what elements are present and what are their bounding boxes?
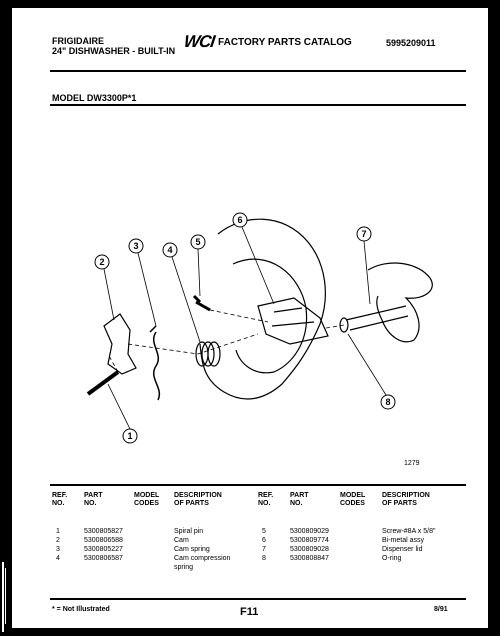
door-inner-curve bbox=[233, 259, 307, 373]
revision-date: 8/91 bbox=[434, 606, 448, 613]
part-number: 5300809774 bbox=[290, 537, 329, 544]
table-divider-top bbox=[50, 484, 466, 486]
scan-edge-barcode bbox=[0, 562, 10, 632]
part-number: 5300808847 bbox=[290, 555, 329, 562]
model-divider bbox=[50, 104, 466, 106]
dispenser-lid bbox=[368, 263, 432, 342]
part-description: Cam compression bbox=[174, 555, 231, 562]
header-part-no: PART NO. bbox=[84, 492, 103, 507]
ref-number: 8 bbox=[262, 555, 266, 562]
ref-number: 4 bbox=[56, 555, 60, 562]
header-part-no-right: PART NO. bbox=[290, 492, 309, 507]
callout-8: 8 bbox=[385, 397, 391, 407]
header-divider bbox=[50, 70, 466, 72]
ref-number: 7 bbox=[262, 546, 266, 553]
callout-6: 6 bbox=[237, 215, 243, 225]
header-brand-block bbox=[52, 36, 175, 56]
figure-number: 1279 bbox=[404, 460, 420, 467]
ref-number: 1 bbox=[56, 528, 60, 535]
part-description: Dispenser lid bbox=[382, 546, 423, 553]
ref-number: 2 bbox=[56, 537, 60, 544]
catalog-number: 5995209011 bbox=[386, 38, 436, 48]
header-ref-no: REF. NO. bbox=[52, 492, 68, 507]
part-description: Bi-metal assy bbox=[382, 537, 425, 544]
bi-metal-assembly bbox=[258, 298, 328, 344]
page-number: F11 bbox=[240, 606, 259, 618]
part-number: 5300806588 bbox=[84, 537, 123, 544]
callout-3: 3 bbox=[133, 241, 139, 251]
wci-logo: WCI bbox=[182, 32, 216, 51]
callout-4: 4 bbox=[167, 245, 173, 255]
o-ring bbox=[340, 318, 348, 332]
header-catalog-block bbox=[184, 32, 352, 52]
part-description: O-ring bbox=[382, 555, 402, 562]
part-number: 5300805827 bbox=[84, 528, 123, 535]
part-number: 5300805227 bbox=[84, 546, 123, 553]
catalog-title: FACTORY PARTS CATALOG bbox=[218, 36, 352, 48]
header-ref-no-right: REF. NO. bbox=[258, 492, 274, 507]
ref-number: 5 bbox=[262, 528, 266, 535]
part-number: 5300806587 bbox=[84, 555, 123, 562]
cam-spring bbox=[150, 326, 159, 400]
part-description: Spiral pin bbox=[174, 528, 204, 535]
footer-divider bbox=[50, 598, 466, 600]
ref-number: 6 bbox=[262, 537, 266, 544]
callout-1: 1 bbox=[127, 431, 133, 441]
part-description: Cam bbox=[174, 537, 189, 544]
part-description: Cam spring bbox=[174, 546, 210, 553]
lid-shaft bbox=[346, 306, 408, 330]
callout-2: 2 bbox=[99, 257, 105, 267]
brand-name: FRIGIDAIRE bbox=[52, 36, 105, 46]
screw bbox=[194, 296, 210, 310]
assembly-line-1 bbox=[108, 354, 118, 372]
cam bbox=[104, 314, 136, 374]
assembly-line-4 bbox=[326, 325, 344, 328]
part-number: 5300809029 bbox=[290, 528, 329, 535]
header-model-codes: MODEL CODES bbox=[134, 492, 160, 507]
exploded-parts-diagram bbox=[68, 204, 448, 464]
part-description: Screw-#8A x 5/8" bbox=[382, 528, 436, 535]
header-description-right: DESCRIPTION OF PARTS bbox=[382, 492, 430, 507]
callout-7: 7 bbox=[361, 229, 367, 239]
header-description: DESCRIPTION OF PARTS bbox=[174, 492, 222, 507]
parts-catalog-page bbox=[12, 8, 488, 628]
model-label: MODEL DW3300P*1 bbox=[52, 93, 137, 103]
part-number: 5300809028 bbox=[290, 546, 329, 553]
assembly-line-2 bbox=[128, 334, 258, 354]
callout-5: 5 bbox=[195, 237, 201, 247]
spiral-pin bbox=[88, 372, 118, 394]
not-illustrated-note: * = Not Illustrated bbox=[52, 606, 110, 613]
product-name: 24" DISHWASHER - BUILT-IN bbox=[52, 46, 176, 56]
header-model-codes-right: MODEL CODES bbox=[340, 492, 366, 507]
ref-number: 3 bbox=[56, 546, 60, 553]
part-description-continued: spring bbox=[174, 564, 194, 571]
